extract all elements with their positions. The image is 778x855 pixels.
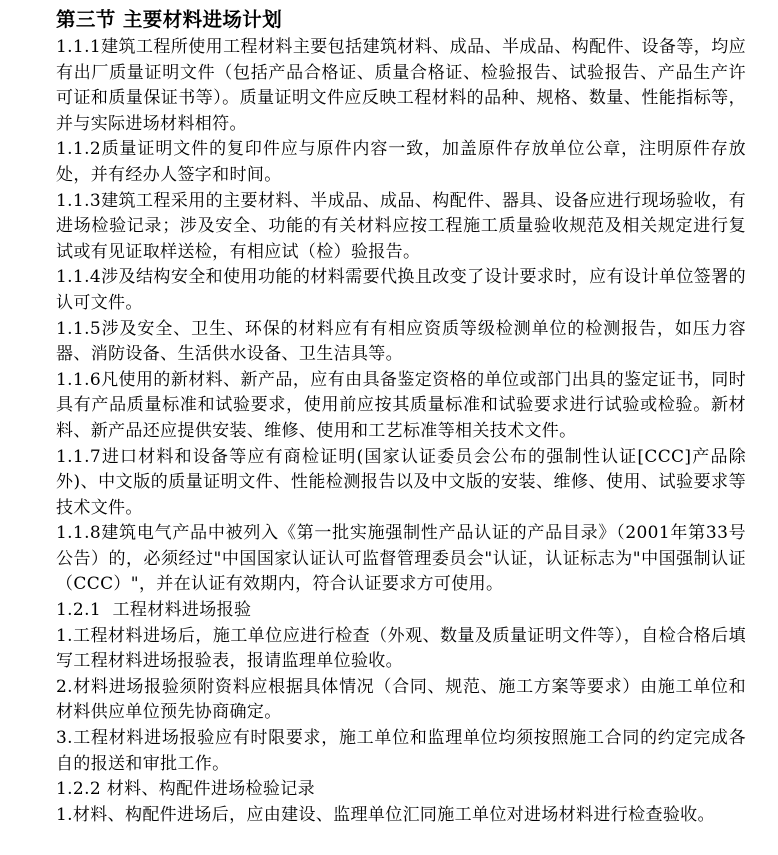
section-title: 第三节 主要材料进场计划 bbox=[56, 8, 283, 31]
list-item-1-2-1-3: 3.工程材料进场报验应有时限要求，施工单位和监理单位均须按照施工合同的约定完成各自的报送和审批工作。 bbox=[56, 728, 746, 774]
clause-1-1-8: 1.1.8建筑电气产品中被列入《第一批实施强制性产品认证的产品目录》（2001年第33号公告）的，必须经过"中国国家认证认可监督管理委员会"认证，认证标志为"中国强制认证（CCC）"，并在认证有效期内，符合认证要求方可使用。 bbox=[56, 523, 746, 595]
clause-1-1-6: 1.1.6凡使用的新材料、新产品，应有由具备鉴定资格的单位或部门出具的鉴定证书，同时具有产品质量标准和试验要求，使用前应按其质量标准和试验要求进行试验或检验。新材料、新产品还应提供安装、维修、使用和工艺标准等相关技术文件。 bbox=[56, 369, 746, 441]
clause-1-1-4: 1.1.4涉及结构安全和使用功能的材料需要代换且改变了设计要求时，应有设计单位签署的认可文件。 bbox=[56, 267, 746, 313]
clause-1-1-1: 1.1.1建筑工程所使用工程材料主要包括建筑材料、成品、半成品、构配件、设备等，均应有出厂质量证明文件（包括产品合格证、质量合格证、检验报告、试验报告、产品生产许可证和质量保证书等）。质量证明文件应反映工程材料的品种、规格、数量、性能指标等，并与实际进场材料相符。 bbox=[56, 37, 746, 134]
list-item-1-2-1-1: 1.工程材料进场后，施工单位应进行检查（外观、数量及质量证明文件等），自检合格后填写工程材料进场报验表，报请监理单位验收。 bbox=[56, 625, 746, 672]
subsection-heading-1-2-2: 1.2.2 材料、构配件进场检验记录 bbox=[56, 779, 315, 800]
subsection-heading-1-2-1: 1.2.1 工程材料进场报验 bbox=[56, 600, 252, 621]
clause-1-1-2: 1.1.2质量证明文件的复印件应与原件内容一致，加盖原件存放单位公章，注明原件存放处，并有经办人签字和时间。 bbox=[56, 139, 746, 185]
clause-1-1-5: 1.1.5涉及安全、卫生、环保的材料应有有相应资质等级检测单位的检测报告，如压力容器、消防设备、生活供水设备、卫生洁具等。 bbox=[56, 318, 746, 365]
clause-1-1-7: 1.1.7进口材料和设备等应有商检证明(国家认证委员会公布的强制性认证[CCC]产品除外)、中文版的质量证明文件、性能检测报告以及中文版的安装、维修、使用、试验要求等技术文件。 bbox=[56, 446, 746, 518]
list-item-1-2-1-2: 2.材料进场报验须附资料应根据具体情况（合同、规范、施工方案等要求）由施工单位和材料供应单位预先协商确定。 bbox=[56, 676, 746, 723]
list-item-1-2-2-1: 1.材料、构配件进场后，应由建设、监理单位汇同施工单位对进场材料进行检查验收。 bbox=[56, 804, 715, 825]
document-page bbox=[56, 6, 746, 828]
clause-1-1-3: 1.1.3建筑工程采用的主要材料、半成品、成品、构配件、器具、设备应进行现场验收，有进场检验记录；涉及安全、功能的有关材料应按工程施工质量验收规范及相关规定进行复试或有见证取样送检，有相应试（检）验报告。 bbox=[56, 190, 746, 262]
